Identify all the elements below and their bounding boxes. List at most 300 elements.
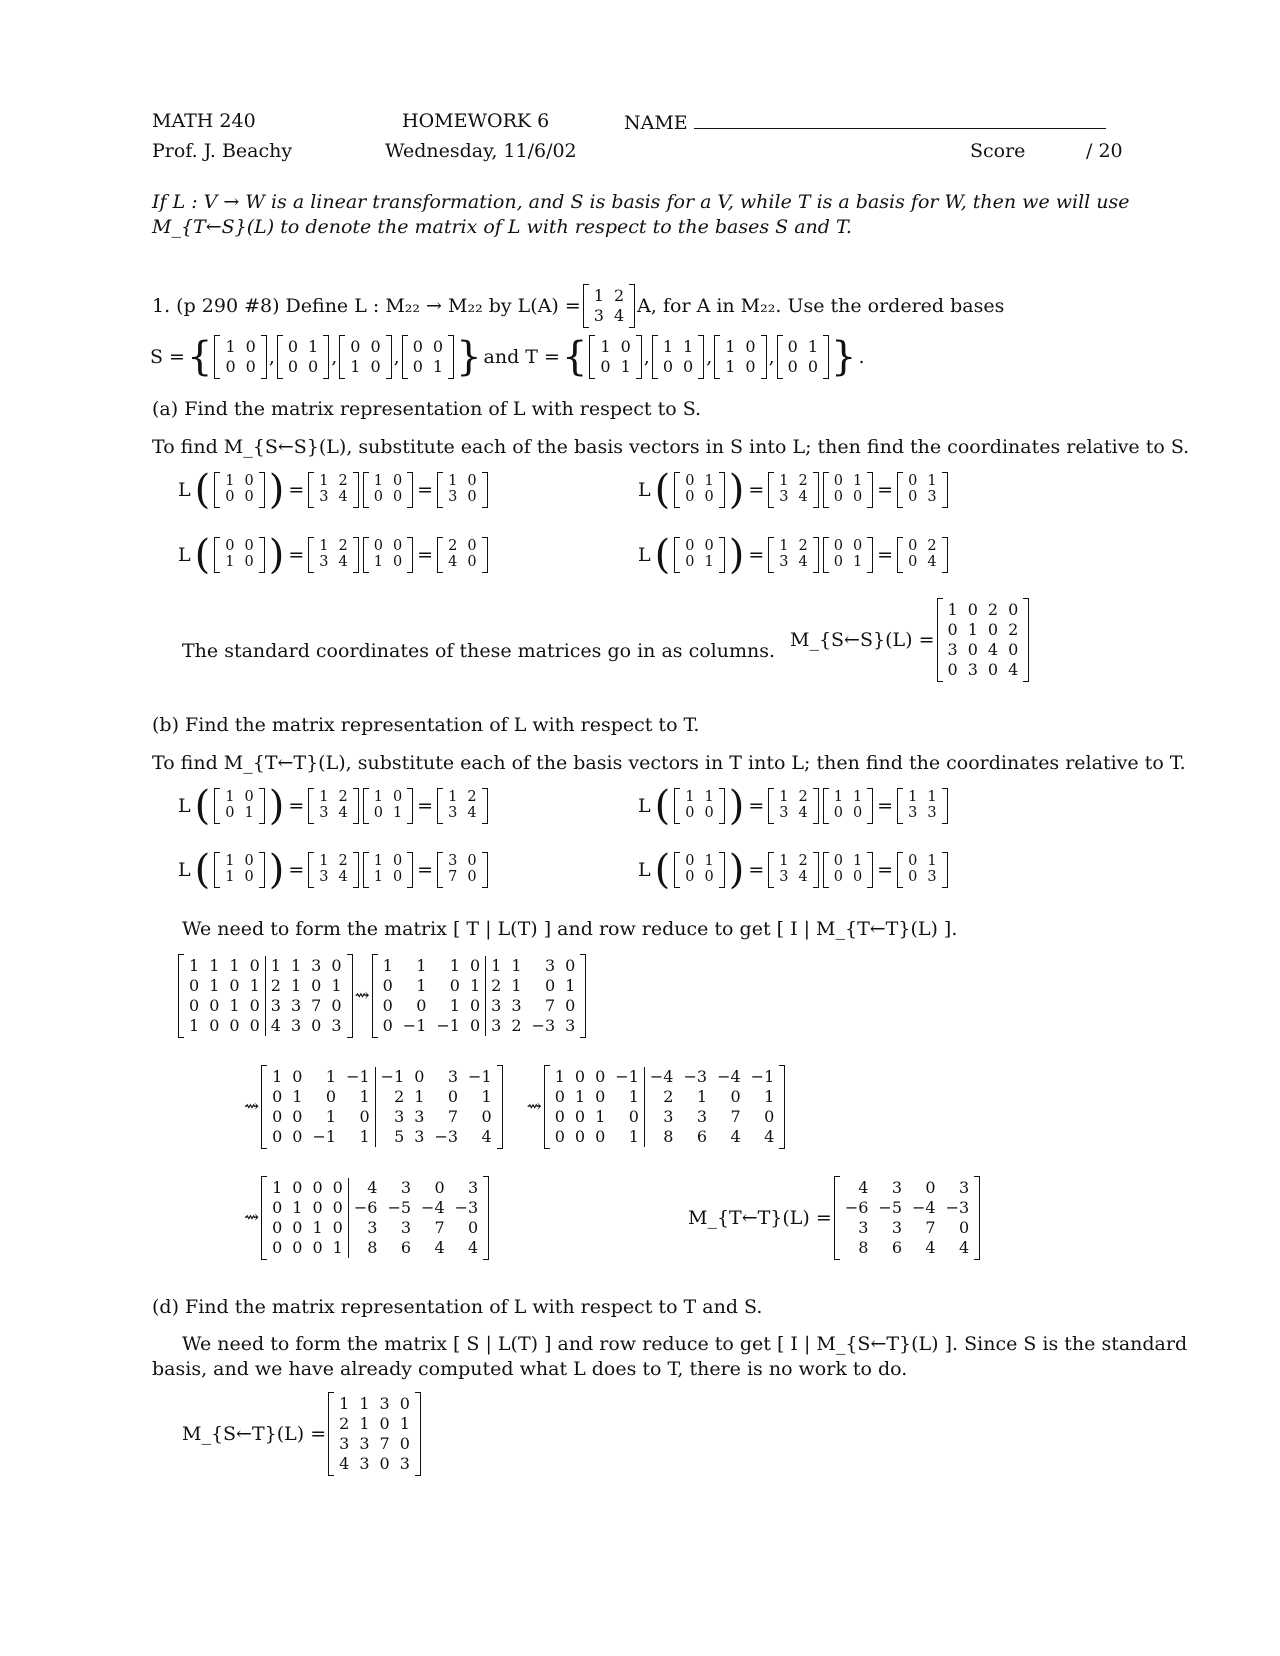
matrix-entry: 0 bbox=[467, 473, 477, 490]
matrix-entry: 4 bbox=[987, 639, 999, 659]
matrix-entry: 4 bbox=[270, 1015, 281, 1035]
matrix-entry: 0 bbox=[225, 538, 235, 555]
matrix-entry: 0 bbox=[704, 538, 714, 555]
matrix-entry: 0 bbox=[370, 337, 381, 356]
matrix-entry: 1 bbox=[225, 337, 236, 356]
matrix-entry: 1 bbox=[339, 1394, 350, 1413]
right-bracket bbox=[719, 472, 725, 508]
matrix-entry: 0 bbox=[469, 1015, 481, 1035]
eq-b4-input bbox=[674, 852, 724, 888]
matrix-entry: 0 bbox=[382, 995, 393, 1015]
matrix-entry: 0 bbox=[620, 337, 631, 356]
matrix-entries bbox=[595, 337, 635, 377]
matrix-entries bbox=[774, 539, 812, 571]
matrix-entry: 1 bbox=[416, 975, 427, 995]
matrix-entry: 1 bbox=[331, 975, 342, 995]
matrix-entry: 0 bbox=[852, 538, 863, 555]
S-basis-4 bbox=[402, 335, 454, 379]
part-b-augment-note: We need to form the matrix [ T | L(T) ] and row reduce to get [ I | M_{T←T}(L) ]. bbox=[182, 918, 958, 940]
right-bracket bbox=[407, 852, 413, 888]
matrix-entry: 1 bbox=[225, 789, 235, 806]
matrix-entry: −4 bbox=[912, 1197, 936, 1217]
matrix-entry: 0 bbox=[565, 995, 576, 1015]
matrix-entry: 3 bbox=[399, 1453, 410, 1473]
matrix-entry: −4 bbox=[717, 1067, 741, 1086]
matrix-entry: 1 bbox=[414, 1086, 425, 1106]
matrix-entry: 3 bbox=[319, 554, 329, 570]
matrix-entry: 3 bbox=[908, 805, 918, 821]
matrix-entry: 0 bbox=[292, 1217, 303, 1237]
matrix-entry: 0 bbox=[833, 853, 843, 870]
matrix-entry: 3 bbox=[468, 1178, 479, 1197]
right-bracket bbox=[867, 472, 873, 508]
right-bracket bbox=[353, 472, 359, 508]
matrix-entries bbox=[443, 539, 481, 571]
matrix-entry: 4 bbox=[339, 1453, 350, 1473]
matrix-entry: 4 bbox=[927, 554, 937, 570]
matrix-entry: 0 bbox=[272, 1086, 283, 1106]
matrix-entries bbox=[943, 600, 1024, 680]
homework-title: HOMEWORK 6 bbox=[402, 110, 550, 132]
matrix-entry: 0 bbox=[332, 1197, 343, 1217]
matrix-entries bbox=[443, 474, 481, 506]
matrix-entry: 0 bbox=[662, 356, 673, 376]
matrix-entry: 3 bbox=[414, 1106, 425, 1126]
matrix-entries bbox=[369, 790, 407, 822]
matrix-entry: −5 bbox=[387, 1197, 412, 1217]
matrix-entry: 3 bbox=[967, 659, 978, 679]
right-bracket bbox=[386, 335, 392, 379]
matrix-entry: 0 bbox=[987, 619, 999, 639]
matrix-entry: −1 bbox=[750, 1067, 775, 1086]
matrix-entries bbox=[443, 854, 481, 886]
matrix-entry: 0 bbox=[287, 356, 299, 376]
right-bracket bbox=[942, 788, 948, 824]
eq-a4-basis bbox=[823, 537, 873, 573]
part-b-result bbox=[688, 1176, 980, 1260]
matrix-entries bbox=[267, 1067, 497, 1147]
matrix-entry: 1 bbox=[359, 1394, 370, 1413]
matrix-entry: 3 bbox=[891, 1217, 902, 1237]
matrix-entry: 3 bbox=[394, 1106, 405, 1126]
matrix-entry: 0 bbox=[272, 1126, 283, 1146]
row-reduce-line-2 bbox=[244, 1065, 785, 1149]
matrix-entry: 0 bbox=[908, 538, 918, 555]
matrix-entry: 0 bbox=[554, 1086, 565, 1106]
problem-line-1 bbox=[152, 284, 1004, 328]
part-b-eq-4: L ( 0 1 0 0 ) = 1 2 3 4 0 1 0 0 = 0 1 0 3 bbox=[638, 850, 948, 890]
matrix-entries bbox=[589, 286, 629, 326]
right-bracket bbox=[867, 852, 873, 888]
part-a-eq-1: L ( 1 0 0 0 ) = 1 2 3 4 1 0 0 0 = 1 0 3 0 bbox=[178, 470, 488, 510]
matrix-entry: 0 bbox=[852, 869, 863, 885]
matrix-entry: 7 bbox=[925, 1217, 936, 1237]
eq-a3-result bbox=[437, 537, 487, 573]
eq-a2-basis bbox=[823, 472, 873, 508]
matrix-entry: 0 bbox=[833, 538, 843, 555]
matrix-entries bbox=[283, 337, 323, 377]
matrix-entry: 0 bbox=[287, 337, 299, 356]
matrix-entry: 4 bbox=[798, 805, 808, 821]
S-basis-1 bbox=[214, 335, 266, 379]
matrix-entry: 1 bbox=[229, 995, 240, 1015]
part-d-explain-1: We need to form the matrix [ S | L(T) ] and row reduce to get [ I | M_{S←T}(L) ]. Since S is the standard bbox=[182, 1333, 1188, 1355]
right-bracket bbox=[813, 788, 819, 824]
matrix-entry: 0 bbox=[987, 659, 999, 679]
matrix-entry: 1 bbox=[373, 473, 383, 490]
matrix-entry: 0 bbox=[908, 869, 918, 885]
matrix-entry: 0 bbox=[852, 489, 863, 505]
matrix-entries bbox=[680, 854, 718, 886]
matrix-entry: 0 bbox=[416, 995, 427, 1015]
matrix-entry: 1 bbox=[725, 356, 736, 376]
matrix-entry: 0 bbox=[249, 1015, 260, 1035]
matrix-entry: 0 bbox=[209, 995, 220, 1015]
matrix-entry: 0 bbox=[574, 1067, 586, 1086]
matrix-entries bbox=[783, 337, 823, 377]
eq-a4-input bbox=[674, 537, 724, 573]
eq-a4-result bbox=[897, 537, 947, 573]
intro-line-1: If L : V → W is a linear transformation, and S is basis for a V, while T is a basis for W, then we will use bbox=[152, 191, 1130, 213]
matrix-entry: 0 bbox=[379, 1413, 390, 1433]
matrix-entry: 7 bbox=[447, 1106, 459, 1126]
matrix-entry: 0 bbox=[908, 853, 918, 870]
T-basis-4 bbox=[777, 335, 829, 379]
matrix-entry: 1 bbox=[852, 473, 863, 490]
matrix-entry: 4 bbox=[764, 1126, 775, 1146]
homework-date: Wednesday, 11/6/02 bbox=[385, 140, 577, 162]
leads-to-icon: ⇝ bbox=[526, 1096, 542, 1118]
matrix-entry: 1 bbox=[449, 956, 460, 975]
matrix-entry: 4 bbox=[858, 1178, 869, 1197]
matrix-entry: 0 bbox=[209, 1015, 220, 1035]
matrix-entry: 1 bbox=[244, 805, 254, 821]
eq-a1-input bbox=[214, 472, 264, 508]
matrix-entry: 2 bbox=[339, 1413, 350, 1433]
matrix-entry: 1 bbox=[469, 975, 481, 995]
matrix-entry: 0 bbox=[332, 1217, 343, 1237]
matrix-entries bbox=[903, 539, 941, 571]
matrix-entry: 1 bbox=[927, 789, 937, 806]
right-bracket bbox=[813, 472, 819, 508]
matrix-entries bbox=[267, 1178, 483, 1258]
part-d-question: (d) Find the matrix representation of L with respect to T and S. bbox=[152, 1296, 763, 1318]
matrix-entry: 0 bbox=[467, 853, 477, 870]
matrix-entry: 6 bbox=[891, 1237, 902, 1257]
matrix-entry: 0 bbox=[833, 869, 843, 885]
matrix-entry: 0 bbox=[392, 554, 403, 570]
matrix-entries bbox=[550, 1067, 780, 1147]
matrix-entry: 0 bbox=[467, 538, 477, 555]
matrix-entry: 0 bbox=[244, 538, 254, 555]
course-label: MATH 240 bbox=[152, 110, 256, 132]
right-bracket bbox=[482, 472, 488, 508]
matrix-entry: 0 bbox=[244, 473, 254, 490]
matrix-entry: 0 bbox=[382, 975, 393, 995]
matrix-entry: 0 bbox=[685, 853, 695, 870]
matrix-entries bbox=[840, 1178, 974, 1258]
matrix-entry: 0 bbox=[311, 1015, 322, 1035]
matrix-entry: 3 bbox=[544, 956, 556, 975]
matrix-entry: 4 bbox=[798, 554, 808, 570]
matrix-entry: 0 bbox=[189, 975, 200, 995]
matrix-entry: 2 bbox=[663, 1086, 674, 1106]
matrix-entry: 0 bbox=[272, 1197, 283, 1217]
matrix-entry: 3 bbox=[448, 489, 458, 505]
right-bracket bbox=[636, 335, 642, 379]
matrix-entry: 3 bbox=[891, 1178, 902, 1197]
matrix-entry: 0 bbox=[467, 489, 477, 505]
right-bracket bbox=[259, 472, 265, 508]
matrix-entry: 0 bbox=[308, 356, 319, 376]
eq-b3-result bbox=[437, 852, 487, 888]
matrix-entries bbox=[220, 337, 260, 377]
leads-to-icon: ⇝ bbox=[354, 985, 370, 1007]
matrix-entry: 3 bbox=[359, 1433, 370, 1453]
matrix-entry: 3 bbox=[927, 869, 937, 885]
right-bracket bbox=[942, 852, 948, 888]
matrix-entry: 3 bbox=[491, 995, 502, 1015]
aug-step-1 bbox=[178, 954, 353, 1038]
matrix-entry: −1 bbox=[468, 1067, 492, 1086]
part-b-eq-3: L ( 1 0 1 0 ) = 1 2 3 4 1 0 1 0 = 3 0 7 0 bbox=[178, 850, 488, 890]
right-bracket bbox=[719, 537, 725, 573]
matrix-entries bbox=[829, 790, 867, 822]
matrix-entry: 1 bbox=[359, 1413, 370, 1433]
matrix-entry: 3 bbox=[290, 1015, 302, 1035]
matrix-entry: 0 bbox=[467, 554, 477, 570]
matrix-entry: 1 bbox=[373, 853, 383, 870]
matrix-entries bbox=[774, 854, 812, 886]
aug-step-5 bbox=[261, 1176, 489, 1260]
matrix-entry: 0 bbox=[595, 1086, 606, 1106]
part-a-result bbox=[790, 598, 1029, 682]
right-bracket bbox=[323, 335, 329, 379]
matrix-entry: 2 bbox=[467, 789, 477, 806]
matrix-entry: −3 bbox=[454, 1197, 479, 1217]
matrix-entry: 4 bbox=[959, 1237, 970, 1257]
matrix-entry: 3 bbox=[367, 1217, 378, 1237]
matrix-entry: 1 bbox=[947, 600, 958, 619]
matrix-entry: 0 bbox=[332, 1178, 343, 1197]
matrix-entry: 0 bbox=[412, 356, 423, 376]
matrix-entries bbox=[369, 539, 407, 571]
matrix-entry: 1 bbox=[416, 956, 427, 975]
right-bracket bbox=[407, 788, 413, 824]
T-basis-2 bbox=[652, 335, 704, 379]
matrix-entry: 1 bbox=[628, 1086, 639, 1106]
matrix-entries bbox=[220, 790, 258, 822]
matrix-entry: 1 bbox=[852, 789, 863, 806]
eq-b4-L bbox=[768, 852, 818, 888]
matrix-entry: 0 bbox=[959, 1217, 970, 1237]
matrix-entry: 1 bbox=[779, 789, 789, 806]
matrix-entry: 0 bbox=[373, 538, 383, 555]
eq-a3-input bbox=[214, 537, 264, 573]
matrix-entry: 4 bbox=[448, 554, 458, 570]
matrix-entry: 1 bbox=[373, 789, 383, 806]
matrix-entry: 0 bbox=[312, 1178, 323, 1197]
matrix-entry: 1 bbox=[927, 473, 937, 490]
matrix-entry: 3 bbox=[270, 995, 281, 1015]
matrix-entry: 0 bbox=[481, 1106, 492, 1126]
name-field bbox=[624, 110, 1106, 134]
matrix-entry: 1 bbox=[574, 1086, 586, 1106]
matrix-entry: 1 bbox=[779, 473, 789, 490]
matrix-entry: 1 bbox=[704, 473, 714, 490]
matrix-entry: 3 bbox=[491, 1015, 502, 1035]
matrix-entry: 0 bbox=[414, 1067, 425, 1086]
right-bracket bbox=[415, 1392, 421, 1476]
matrix-entry: 3 bbox=[779, 554, 789, 570]
matrix-entry: 1 bbox=[704, 789, 714, 806]
matrix-entry: 0 bbox=[574, 1126, 586, 1146]
T-basis-1 bbox=[589, 335, 641, 379]
matrix-entry: 3 bbox=[400, 1178, 412, 1197]
matrix-entry: −1 bbox=[380, 1067, 405, 1086]
matrix-entry: 3 bbox=[779, 489, 789, 505]
problem-text-b: A, for A in M₂₂. Use the ordered bases bbox=[637, 294, 1005, 317]
matrix-entry: 0 bbox=[245, 337, 256, 356]
MTT-matrix bbox=[834, 1176, 980, 1260]
matrix-entry: 1 bbox=[927, 853, 937, 870]
matrix-entry: 1 bbox=[312, 1217, 323, 1237]
matrix-entry: 4 bbox=[481, 1126, 492, 1146]
matrix-entry: 0 bbox=[807, 356, 819, 376]
matrix-entry: 1 bbox=[449, 995, 460, 1015]
matrix-entry: 2 bbox=[338, 538, 348, 555]
row-reduce-line-3 bbox=[244, 1176, 489, 1260]
matrix-entry: 0 bbox=[833, 473, 843, 490]
matrix-entry: 1 bbox=[628, 1126, 639, 1146]
professor-label: Prof. J. Beachy bbox=[152, 140, 293, 162]
matrix-entry: −4 bbox=[421, 1197, 445, 1217]
matrix-entry: 0 bbox=[292, 1237, 303, 1257]
matrix-entries bbox=[184, 956, 347, 1036]
matrix-entry: 0 bbox=[331, 956, 342, 975]
matrix-entry: 1 bbox=[225, 473, 235, 490]
matrix-entry: 7 bbox=[544, 995, 556, 1015]
score-total: / 20 bbox=[1086, 140, 1123, 162]
right-bracket bbox=[698, 335, 704, 379]
right-bracket bbox=[482, 537, 488, 573]
matrix-entry: 1 bbox=[319, 473, 329, 490]
matrix-entry: 0 bbox=[745, 356, 756, 376]
matrix-entries bbox=[220, 539, 258, 571]
right-bracket bbox=[779, 1065, 785, 1149]
matrix-entry: 3 bbox=[311, 956, 322, 975]
matrix-entry: 0 bbox=[244, 869, 254, 885]
matrix-entry: 0 bbox=[392, 538, 403, 555]
matrix-entry: 0 bbox=[189, 995, 200, 1015]
matrix-entry: 7 bbox=[730, 1106, 741, 1126]
eq-a4-L bbox=[768, 537, 818, 573]
matrix-entries bbox=[680, 790, 718, 822]
matrix-entry: 0 bbox=[554, 1126, 565, 1146]
MTT-label: M_{T←T}(L) = bbox=[688, 1206, 832, 1229]
matrix-entry: 1 bbox=[696, 1086, 708, 1106]
eq-a1-basis bbox=[363, 472, 413, 508]
right-bracket bbox=[942, 537, 948, 573]
right-bracket bbox=[813, 852, 819, 888]
matrix-entry: 0 bbox=[292, 1178, 303, 1197]
eq-a2-L bbox=[768, 472, 818, 508]
right-bracket bbox=[482, 788, 488, 824]
matrix-entry: 4 bbox=[798, 489, 808, 505]
aug-step-3 bbox=[261, 1065, 503, 1149]
matrix-entry: 0 bbox=[225, 489, 235, 505]
matrix-entry: 3 bbox=[319, 805, 329, 821]
matrix-entry: −1 bbox=[312, 1126, 337, 1146]
matrix-entry: 3 bbox=[779, 869, 789, 885]
matrix-entry: 0 bbox=[1008, 639, 1019, 659]
matrix-entry: 0 bbox=[244, 853, 254, 870]
matrix-entry: 3 bbox=[947, 639, 958, 659]
matrix-entry: 1 bbox=[908, 789, 918, 806]
matrix-entry: 0 bbox=[312, 1197, 323, 1217]
T-basis-3 bbox=[714, 335, 766, 379]
aug-step-4 bbox=[544, 1065, 786, 1149]
matrix-entry: 3 bbox=[959, 1178, 970, 1197]
matrix-entry: 0 bbox=[704, 869, 714, 885]
matrix-entry: 0 bbox=[1008, 600, 1019, 619]
matrix-entry: 0 bbox=[244, 489, 254, 505]
matrix-entry: 0 bbox=[787, 337, 798, 356]
matrix-entry: 3 bbox=[593, 305, 604, 325]
matrix-entry: 0 bbox=[685, 473, 695, 490]
matrix-entry: 0 bbox=[730, 1086, 741, 1106]
matrix-entry: 0 bbox=[764, 1106, 775, 1126]
matrix-entry: 3 bbox=[927, 805, 937, 821]
matrix-entry: 0 bbox=[244, 789, 254, 806]
matrix-entry: 2 bbox=[987, 600, 999, 619]
matrix-entry: 3 bbox=[400, 1217, 412, 1237]
matrix-entry: 1 bbox=[292, 1086, 303, 1106]
matrix-entry: 0 bbox=[229, 1015, 240, 1035]
matrix-entry: 1 bbox=[448, 473, 458, 490]
matrix-entry: 6 bbox=[696, 1126, 708, 1146]
matrix-entries bbox=[220, 474, 258, 506]
eq-a2-result bbox=[897, 472, 947, 508]
leads-to-icon: ⇝ bbox=[244, 1207, 260, 1229]
name-line bbox=[694, 110, 1106, 129]
matrix-entry: 2 bbox=[798, 538, 808, 555]
matrix-entry: 3 bbox=[379, 1394, 390, 1413]
matrix-entries bbox=[829, 854, 867, 886]
matrix-entries bbox=[829, 539, 867, 571]
matrix-entry: 0 bbox=[292, 1067, 303, 1086]
right-bracket bbox=[974, 1176, 980, 1260]
S-basis-3 bbox=[339, 335, 391, 379]
problem-text-a: 1. (p 290 #8) Define L : M₂₂ → M₂₂ by L(A) = bbox=[152, 294, 581, 317]
right-bracket bbox=[629, 284, 635, 328]
matrix-entries bbox=[345, 337, 385, 377]
matrix-entry: 0 bbox=[683, 356, 694, 376]
right-bracket bbox=[353, 788, 359, 824]
matrix-entry: 1 bbox=[779, 538, 789, 555]
matrix-entry: 1 bbox=[565, 975, 576, 995]
matrix-entry: −4 bbox=[649, 1067, 674, 1086]
eq-b1-basis bbox=[363, 788, 413, 824]
matrix-entry: 4 bbox=[338, 869, 348, 885]
MST-matrix bbox=[328, 1392, 421, 1476]
right-bracket bbox=[719, 788, 725, 824]
matrix-entry: 0 bbox=[311, 975, 322, 995]
matrix-entries bbox=[774, 790, 812, 822]
matrix-entry: 1 bbox=[189, 1015, 200, 1035]
matrix-entry: 1 bbox=[332, 1237, 343, 1257]
name-label: NAME bbox=[624, 112, 688, 134]
